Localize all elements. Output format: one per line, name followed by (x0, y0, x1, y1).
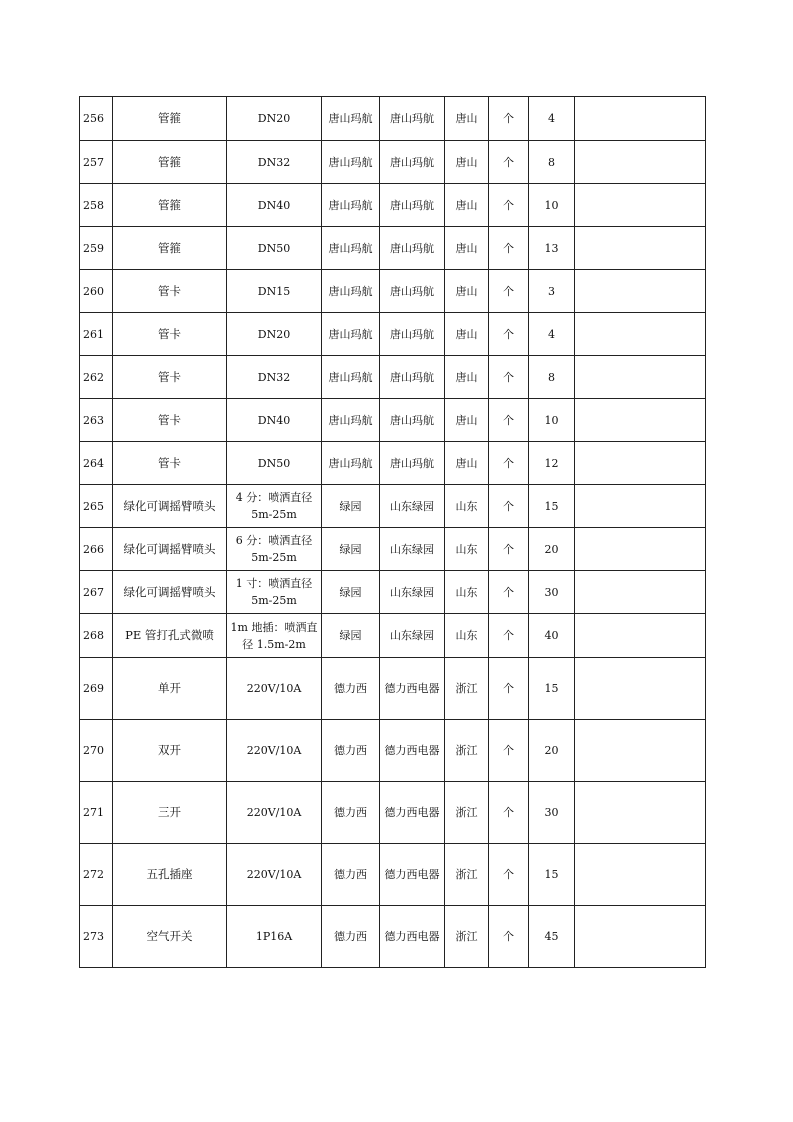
item-price: 10 (529, 184, 575, 227)
row-number: 270 (80, 720, 113, 782)
row-number: 257 (80, 141, 113, 184)
item-brand: 唐山玛航 (322, 184, 380, 227)
item-spec: 4 分：喷洒直径 5m-25m (227, 485, 322, 528)
item-spec: 220V/10A (227, 658, 322, 720)
item-price: 15 (529, 844, 575, 906)
item-price: 10 (529, 399, 575, 442)
item-spec: 220V/10A (227, 844, 322, 906)
item-spec: DN40 (227, 184, 322, 227)
item-unit: 个 (489, 313, 529, 356)
item-origin: 浙江 (445, 782, 489, 844)
item-remark (575, 399, 706, 442)
item-origin: 唐山 (445, 356, 489, 399)
item-brand: 唐山玛航 (322, 141, 380, 184)
item-name: 管箍 (113, 184, 227, 227)
table-row (80, 485, 706, 528)
item-origin: 唐山 (445, 270, 489, 313)
item-maker: 德力西电器 (380, 906, 445, 968)
item-price: 30 (529, 782, 575, 844)
table-row (80, 97, 706, 141)
item-name: 双开 (113, 720, 227, 782)
table-row (80, 141, 706, 184)
item-remark (575, 782, 706, 844)
item-origin: 唐山 (445, 227, 489, 270)
price-table (79, 96, 706, 968)
item-origin: 唐山 (445, 313, 489, 356)
item-brand: 德力西 (322, 782, 380, 844)
item-remark (575, 528, 706, 571)
item-spec: 6 分：喷洒直径 5m-25m (227, 528, 322, 571)
item-remark (575, 141, 706, 184)
row-number: 273 (80, 906, 113, 968)
item-brand: 德力西 (322, 906, 380, 968)
item-name: 空气开关 (113, 906, 227, 968)
item-brand: 德力西 (322, 844, 380, 906)
item-price: 4 (529, 313, 575, 356)
item-price: 30 (529, 571, 575, 614)
item-maker: 山东绿园 (380, 614, 445, 658)
item-origin: 唐山 (445, 184, 489, 227)
item-brand: 唐山玛航 (322, 356, 380, 399)
item-brand: 唐山玛航 (322, 270, 380, 313)
item-origin: 浙江 (445, 720, 489, 782)
row-number: 269 (80, 658, 113, 720)
item-brand: 绿园 (322, 485, 380, 528)
item-origin: 唐山 (445, 97, 489, 141)
item-name: 管箍 (113, 227, 227, 270)
item-remark (575, 658, 706, 720)
item-origin: 山东 (445, 485, 489, 528)
item-maker: 唐山玛航 (380, 141, 445, 184)
item-origin: 浙江 (445, 844, 489, 906)
item-name: 管箍 (113, 97, 227, 141)
item-maker: 德力西电器 (380, 720, 445, 782)
item-spec: 1P16A (227, 906, 322, 968)
item-brand: 德力西 (322, 720, 380, 782)
item-maker: 唐山玛航 (380, 442, 445, 485)
item-brand: 唐山玛航 (322, 313, 380, 356)
item-maker: 山东绿园 (380, 571, 445, 614)
item-price: 8 (529, 356, 575, 399)
item-price: 20 (529, 720, 575, 782)
item-unit: 个 (489, 906, 529, 968)
table-row (80, 313, 706, 356)
row-number: 263 (80, 399, 113, 442)
item-remark (575, 227, 706, 270)
item-unit: 个 (489, 184, 529, 227)
item-remark (575, 313, 706, 356)
item-maker: 唐山玛航 (380, 399, 445, 442)
item-name: 五孔插座 (113, 844, 227, 906)
item-name: 单开 (113, 658, 227, 720)
item-price: 40 (529, 614, 575, 658)
item-name: 三开 (113, 782, 227, 844)
item-remark (575, 844, 706, 906)
item-remark (575, 485, 706, 528)
item-maker: 德力西电器 (380, 658, 445, 720)
item-unit: 个 (489, 141, 529, 184)
row-number: 272 (80, 844, 113, 906)
row-number: 261 (80, 313, 113, 356)
item-price: 15 (529, 485, 575, 528)
item-name: 管卡 (113, 356, 227, 399)
table-row (80, 658, 706, 720)
item-origin: 唐山 (445, 141, 489, 184)
row-number: 267 (80, 571, 113, 614)
item-remark (575, 356, 706, 399)
item-unit: 个 (489, 844, 529, 906)
table-row (80, 906, 706, 968)
item-remark (575, 614, 706, 658)
item-maker: 德力西电器 (380, 844, 445, 906)
item-price: 13 (529, 227, 575, 270)
item-unit: 个 (489, 97, 529, 141)
item-remark (575, 906, 706, 968)
item-origin: 唐山 (445, 399, 489, 442)
item-brand: 绿园 (322, 614, 380, 658)
item-spec: DN20 (227, 97, 322, 141)
item-maker: 唐山玛航 (380, 313, 445, 356)
table-row (80, 442, 706, 485)
row-number: 260 (80, 270, 113, 313)
item-price: 45 (529, 906, 575, 968)
item-name: 绿化可调摇臂喷头 (113, 528, 227, 571)
item-maker: 唐山玛航 (380, 356, 445, 399)
item-unit: 个 (489, 571, 529, 614)
item-name: 管箍 (113, 141, 227, 184)
row-number: 258 (80, 184, 113, 227)
item-spec: DN20 (227, 313, 322, 356)
item-remark (575, 720, 706, 782)
table-row (80, 356, 706, 399)
item-origin: 浙江 (445, 906, 489, 968)
item-spec: DN32 (227, 356, 322, 399)
item-unit: 个 (489, 614, 529, 658)
item-remark (575, 184, 706, 227)
table-row (80, 782, 706, 844)
item-unit: 个 (489, 356, 529, 399)
item-unit: 个 (489, 270, 529, 313)
row-number: 264 (80, 442, 113, 485)
item-unit: 个 (489, 658, 529, 720)
table-row (80, 399, 706, 442)
table-row (80, 184, 706, 227)
item-spec: 1 寸：喷洒直径 5m-25m (227, 571, 322, 614)
item-spec: DN32 (227, 141, 322, 184)
item-origin: 山东 (445, 614, 489, 658)
item-origin: 浙江 (445, 658, 489, 720)
item-name: 管卡 (113, 270, 227, 313)
table-row (80, 270, 706, 313)
item-spec: 220V/10A (227, 720, 322, 782)
item-spec: DN50 (227, 442, 322, 485)
item-maker: 德力西电器 (380, 782, 445, 844)
row-number: 256 (80, 97, 113, 141)
item-spec: 1m 地插：喷洒直径 1.5m-2m (227, 614, 322, 658)
item-remark (575, 442, 706, 485)
item-origin: 唐山 (445, 442, 489, 485)
row-number: 268 (80, 614, 113, 658)
item-name: 管卡 (113, 399, 227, 442)
item-brand: 绿园 (322, 571, 380, 614)
row-number: 266 (80, 528, 113, 571)
row-number: 262 (80, 356, 113, 399)
item-price: 8 (529, 141, 575, 184)
item-price: 15 (529, 658, 575, 720)
item-brand: 德力西 (322, 658, 380, 720)
item-unit: 个 (489, 442, 529, 485)
item-name: 绿化可调摇臂喷头 (113, 571, 227, 614)
item-remark (575, 97, 706, 141)
item-maker: 唐山玛航 (380, 227, 445, 270)
table-row (80, 528, 706, 571)
row-number: 265 (80, 485, 113, 528)
item-name: 绿化可调摇臂喷头 (113, 485, 227, 528)
item-unit: 个 (489, 485, 529, 528)
item-maker: 唐山玛航 (380, 270, 445, 313)
table-row (80, 227, 706, 270)
item-price: 3 (529, 270, 575, 313)
item-price: 4 (529, 97, 575, 141)
item-spec: 220V/10A (227, 782, 322, 844)
item-brand: 唐山玛航 (322, 97, 380, 141)
item-price: 12 (529, 442, 575, 485)
item-brand: 绿园 (322, 528, 380, 571)
item-maker: 唐山玛航 (380, 97, 445, 141)
item-brand: 唐山玛航 (322, 399, 380, 442)
item-remark (575, 571, 706, 614)
table-body (80, 97, 706, 968)
table-row (80, 614, 706, 658)
item-maker: 山东绿园 (380, 528, 445, 571)
item-unit: 个 (489, 227, 529, 270)
item-unit: 个 (489, 782, 529, 844)
table-row (80, 720, 706, 782)
item-origin: 山东 (445, 528, 489, 571)
item-brand: 唐山玛航 (322, 442, 380, 485)
item-name: 管卡 (113, 442, 227, 485)
item-unit: 个 (489, 399, 529, 442)
item-spec: DN50 (227, 227, 322, 270)
item-maker: 山东绿园 (380, 485, 445, 528)
table-row (80, 844, 706, 906)
item-remark (575, 270, 706, 313)
item-price: 20 (529, 528, 575, 571)
item-origin: 山东 (445, 571, 489, 614)
item-spec: DN40 (227, 399, 322, 442)
item-name: 管卡 (113, 313, 227, 356)
item-name: PE 管打孔式微喷 (113, 614, 227, 658)
item-unit: 个 (489, 720, 529, 782)
row-number: 271 (80, 782, 113, 844)
item-spec: DN15 (227, 270, 322, 313)
table-row (80, 571, 706, 614)
item-unit: 个 (489, 528, 529, 571)
item-brand: 唐山玛航 (322, 227, 380, 270)
row-number: 259 (80, 227, 113, 270)
item-maker: 唐山玛航 (380, 184, 445, 227)
